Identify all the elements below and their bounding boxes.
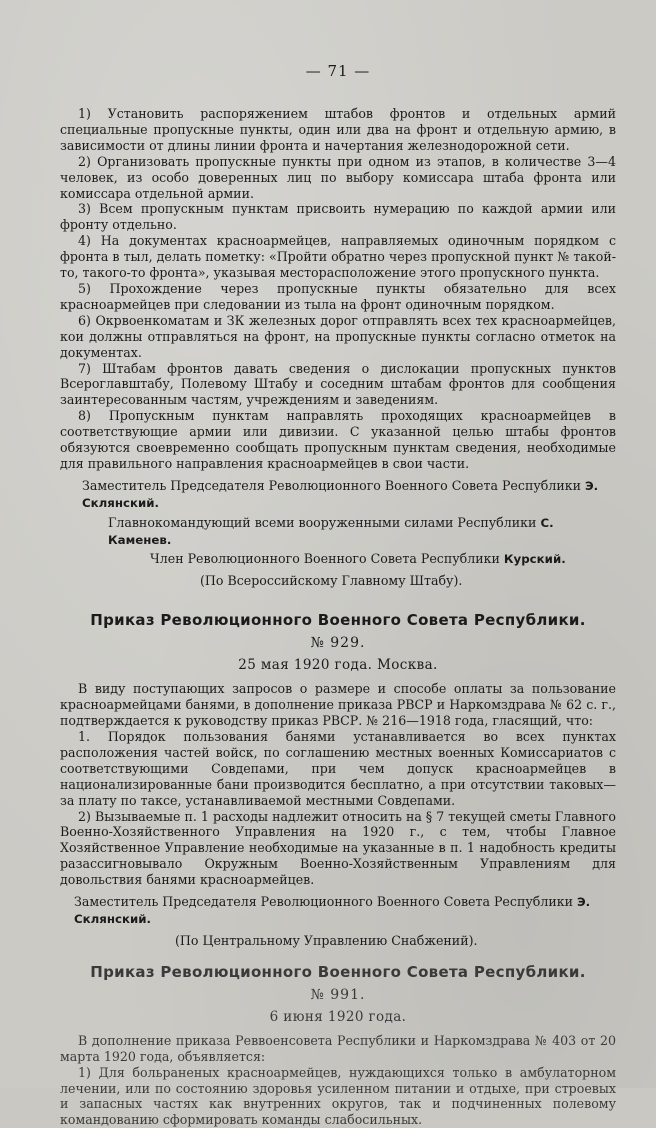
signature-role: Член Революционного Военного Совета Республики	[150, 551, 500, 567]
order-991	[60, 963, 616, 1128]
instruction-paragraph: 8) Пропускным пунктам направлять проходящих красноармейцев в соответствующие армии или дивизии. С указанной целью штабы фронтов обязуются своевременно сообщать пропускным пунктам сведения, необходимые для правильного направления красноармейцев в свои части.	[60, 408, 616, 471]
order-paragraph: 2) Вызываемые п. 1 расходы надлежит относить на § 7 текущей сметы Главного Военно-Хозяйственного Управления на 1920 г., с тем, чтобы Главное Хозяйственное Управление необходимые на указанные в п. 1 надобность кредиты разассигновывало Окружным Военно-Хозяйственным Управлениям для довольствия банями красноармейцев.	[60, 808, 616, 888]
order-paragraph: 1. Порядок пользования банями устанавливается во всех пунктах расположения частей войск, по соглашению местных военных Комиссариатов с соответствующими Совдепами, при чем допуск красноармейцев в национализированные бани производится бесплатно, а при отсутствии таковых— за плату по таксе, устанавливаемой местными Совдепами.	[60, 729, 616, 808]
order-number: № 929.	[310, 635, 366, 652]
signature-name: Э. Склянский.	[74, 895, 591, 926]
distribution-note: (По Всероссийскому Главному Штабу).	[200, 573, 463, 589]
order-number: № 991.	[310, 986, 366, 1003]
order-929	[60, 611, 616, 949]
instruction-paragraph: 1) Установить распоряжением штабов фронтов и отдельных армий специальные пропускные пункты, один или два на фронт и отдельную армию, в зависимости от длины линии фронта и начертания железнодорожной сети.	[60, 106, 616, 153]
signature-role: Заместитель Председателя Революционного Военного Совета Республики	[82, 477, 581, 493]
order-date: 25 мая 1920 года. Москва.	[238, 657, 438, 674]
order-title: Приказ Революционного Военного Совета Республики.	[90, 962, 586, 981]
order-paragraph: В виду поступающих запросов о размере и способе оплаты за пользование красноармейцами банями, в дополнение приказа РВСР и Наркомздрава № 62 с. г., подтверждается к руководству приказ РВСР. № 216—1918 года, гласящий, что:	[60, 681, 616, 729]
distribution-note: (По Центральному Управлению Снабжений).	[175, 932, 478, 948]
instruction-paragraph: 3) Всем пропускным пунктам присвоить нумерацию по каждой армии или фронту отдельно.	[60, 201, 616, 233]
instruction-paragraph: 5) Прохождение через пропускные пункты обязательно для всех красноармейцев при следовании из тыла на фронт одиночным порядком.	[60, 280, 616, 312]
instruction-paragraph: 6) Окрвоенкоматам и ЗК железных дорог отправлять всех тех красноармейцев, кои должны отправляться на фронт, на пропускные пункты согласно отметок на документах.	[60, 312, 616, 360]
signature-role: Заместитель Председателя Революционного Военного Совета Республики	[74, 894, 573, 910]
order-paragraph: 1) Для больраненых красноармейцев, нуждающихся только в амбулаторном лечении, или по состоянию здоровья усиленном питании и отдыхе, при строевых и запасных частях как внутренних округов, так и подчиненных полевому командованию сформировать команды слабосильных.	[60, 1064, 616, 1128]
signature-name: С. Каменев.	[108, 515, 554, 547]
signature-line	[60, 894, 616, 928]
signature-name: Э. Склянский.	[82, 478, 599, 510]
order-date: 6 июня 1920 года.	[269, 1008, 407, 1025]
signature-role: Главнокомандующий всеми вооруженными силами Республики	[108, 514, 537, 530]
page-number: — 71 —	[305, 62, 371, 80]
order-title: Приказ Революционного Военного Совета Республики.	[90, 611, 586, 630]
instruction-paragraph: 4) На документах красноармейцев, направляемых одиночным порядком с фронта в тыл, делать пометку: «Пройти обратно через пропускной пункт № такой-то, такого-то фронта», указывая месторасположение этого пропускного пункта.	[60, 233, 616, 281]
order-paragraph: В дополнение приказа Реввоенсовета Республики и Наркомздрава № 403 от 20 марта 1920 года, объявляется:	[60, 1032, 616, 1064]
signature-line	[60, 551, 616, 568]
section-instructions	[60, 106, 616, 589]
instruction-paragraph: 2) Организовать пропускные пункты при одном из этапов, в количестве 3—4 человек, из особо доверенных лиц по выбору комиссара штаба фронта или комиссара отдельной армии.	[60, 153, 616, 201]
signature-line	[60, 515, 616, 549]
signature-name: Курский.	[503, 552, 566, 567]
instruction-paragraph: 7) Штабам фронтов давать сведения о дислокации пропускных пунктов Всероглавштабу, Полевому Штабу и соседним штабам фронтов для сообщения заинтересованным частям, учреждениям и заведениям.	[60, 360, 616, 408]
signature-line	[60, 478, 616, 512]
